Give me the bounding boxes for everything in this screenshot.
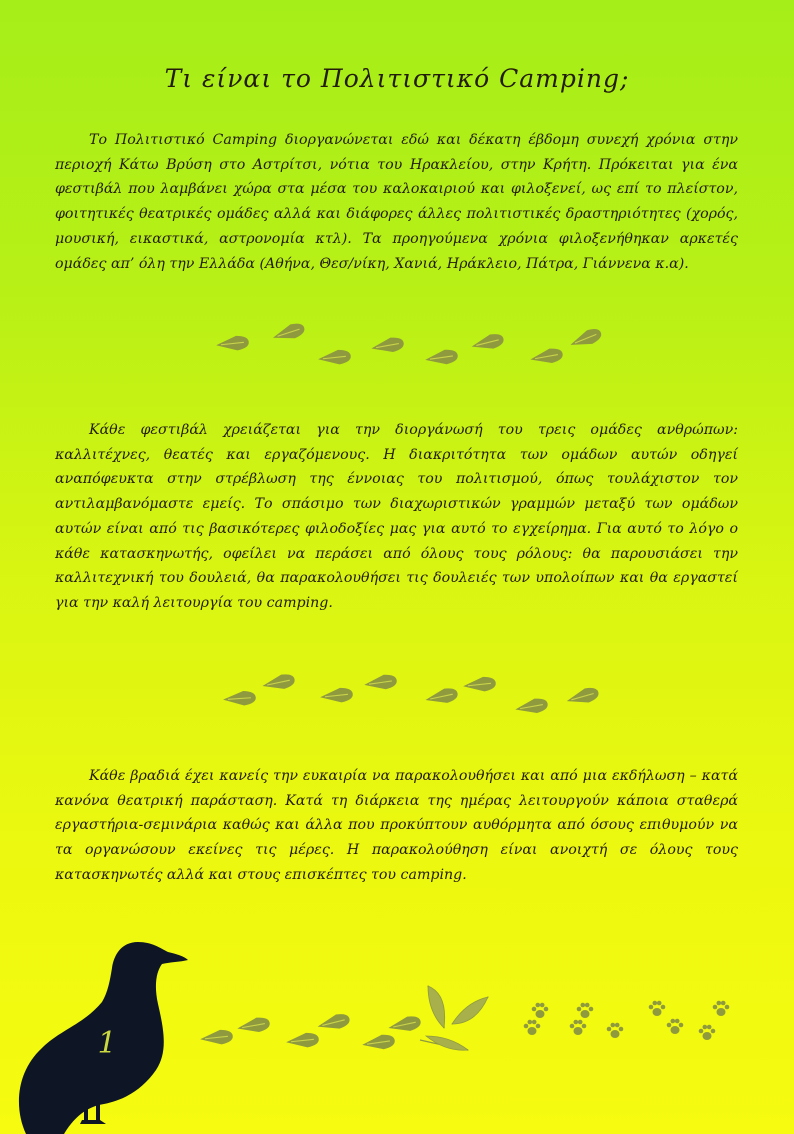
paragraph-events: Κάθε βραδιά έχει κανείς την ευκαιρία να παρακολουθήσει και από μια εκδήλωση – κατά κανόνα θεατρική παράσταση. Κατά τη διάρκεια της ημέρας λειτουργούν κάποια σταθερά εργαστήρια-σεμινάρια καθώς και άλλα που προκύπτουν αυθόρμητα από όσους επιθυμούν να τα οργανώσουν εκείνες τις μέρες. Η παρακολούθηση είναι ανοιχτή σε όλους τους κατασκηνωτές αλλά και στους επισκέπτες του camping.: [55, 768, 738, 883]
paragraph-intro: Το Πολιτιστικό Camping διοργανώνεται εδώ και δέκατη έβδομη συνεχή χρόνια στην περιοχή Κάτω Βρύση στο Αστρίτσι, νότια του Ηρακλείου, στην Κρήτη. Πρόκειται για ένα φεστιβάλ που λαμβάνει χώρα στα μέσα του καλοκαιριού και φιλοξενεί, ως επί το πλείστον, φοιτητικές θεατρικές ομάδες αλλά και διάφορες άλλες πολιτιστικές δραστηριότητες (χορός, μουσική, εικαστικά, αστρονομία κτλ). Τα προηγούμενα χρόνια φιλοξενήθηκαν αρκετές ομάδες απ’ όλη την Ελλάδα (Αθήνα, Θεσ/νίκη, Χανιά, Ηράκλειο, Πάτρα, Γιάννενα κ.α).: [55, 132, 738, 272]
page-title: Τι είναι το Πολιτιστικό Camping;: [164, 64, 630, 93]
feather-icons: [420, 986, 488, 1050]
paw-print-icons: [524, 1001, 730, 1040]
footprints-row-2: [223, 672, 601, 717]
paragraph-groups: Κάθε φεστιβάλ χρειάζεται για την διοργάνωσή του τρεις ομάδες ανθρώπων: καλλιτέχνες, θεατές και εργαζόμενους. Η διακριτότητα των ομάδων αυτών οδηγεί αναπόφευκτα στην στρέβλωση της έννοιας του πολιτισμού, όπως τουλάχιστον τον αντιλαμβανόμαστε εμείς. Το σπάσιμο των διαχωριστικών γραμμών μεταξύ των ομάδων αυτών είναι από τις βασικότερες φιλοδοξίες μας για αυτό το εγχείρημα. Για αυτό το λόγο ο κάθε κατασκηνωτής, οφείλει να περάσει από όλους τους ρόλους: θα παρουσιάσει την καλλιτεχνική του δουλειά, θα παρακολουθήσει τις δουλειές των υπολοίπων και θα εργαστεί για την καλή λειτουργία του camping.: [55, 422, 738, 611]
footprints-row-1: [215, 321, 603, 367]
footprints-row-3: [199, 1012, 422, 1052]
page-number: 1: [97, 1026, 117, 1061]
